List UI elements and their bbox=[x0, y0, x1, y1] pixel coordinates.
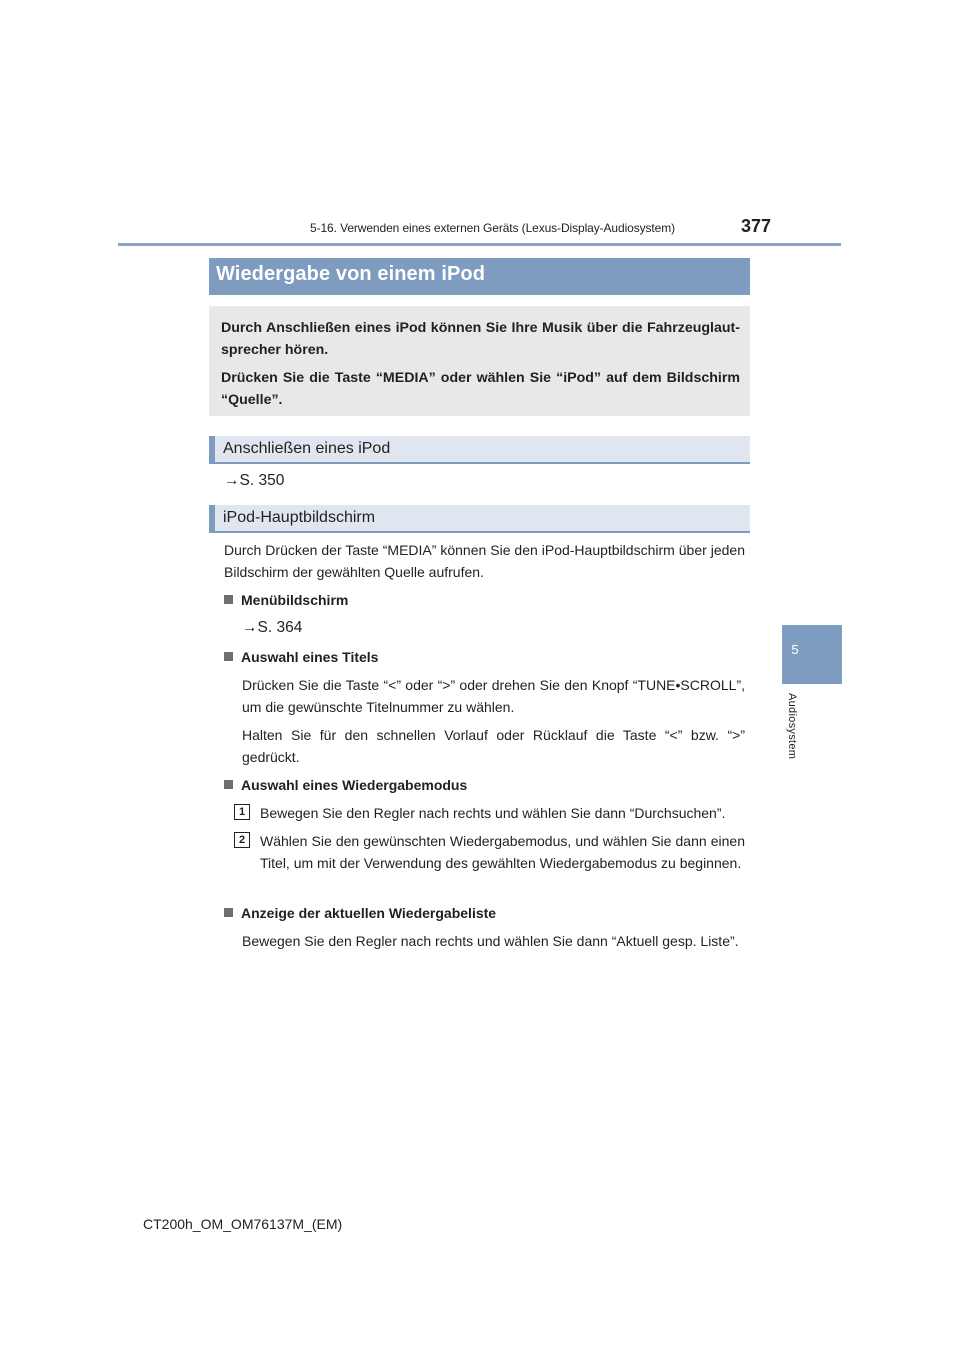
section-heading-connect: Anschließen eines iPod bbox=[209, 436, 750, 464]
intro-box bbox=[209, 306, 750, 416]
page-reference-link[interactable]: →S. 364 bbox=[242, 619, 303, 636]
main-screen-intro: Durch Drücken der Taste “MEDIA” können Sie den iPod-Hauptbildschirm über jeden Bildschirm der gewählten Quelle aufrufen. bbox=[224, 542, 745, 580]
page-title: Wiedergabe von einem iPod bbox=[209, 258, 750, 295]
step-number-badge: 1 bbox=[234, 804, 250, 820]
step-number-badge: 2 bbox=[234, 832, 250, 848]
square-bullet-icon bbox=[224, 652, 233, 661]
step-text: Bewegen Sie den Regler nach rechts und wählen Sie dann “Durchsuchen”. bbox=[260, 805, 726, 821]
intro-paragraph-2: Drücken Sie die Taste “MEDIA” oder wählen Sie “iPod” auf dem Bildschirm “Quelle”. bbox=[221, 370, 740, 408]
chapter-number: 5 bbox=[791, 642, 799, 657]
intro-paragraph-1: Durch Anschließen eines iPod können Sie Ihre Musik über die Fahrzeuglaut-sprecher hören. bbox=[221, 320, 740, 358]
track-text-2: Halten Sie für den schnellen Vorlauf oder Rücklauf die Taste “<” bzw. “>” gedrückt. bbox=[242, 727, 745, 765]
bullet-heading-menu: Menübildschirm bbox=[224, 589, 348, 611]
square-bullet-icon bbox=[224, 595, 233, 604]
square-bullet-icon bbox=[224, 780, 233, 789]
document-footer: CT200h_OM_OM76137M_(EM) bbox=[143, 1216, 343, 1232]
playlist-text: Bewegen Sie den Regler nach rechts und wählen Sie dann “Aktuell gesp. Liste”. bbox=[242, 933, 739, 949]
running-header: 5-16. Verwenden eines externen Geräts (Lexus-Display-Audiosystem) bbox=[310, 221, 676, 235]
bullet-heading-playlist: Anzeige der aktuellen Wiedergabeliste bbox=[224, 902, 496, 924]
track-text-1: Drücken Sie die Taste “<” oder “>” oder drehen Sie den Knopf “TUNE•SCROLL”, um die gewünschte Titelnummer zu wählen. bbox=[242, 677, 745, 715]
step-text: Wählen Sie den gewünschten Wiedergabemodus, und wählen Sie dann einen Titel, um mit der Verwendung des gewählten Wiedergabemodus zu beginnen. bbox=[260, 833, 745, 871]
header-rule bbox=[118, 243, 841, 246]
square-bullet-icon bbox=[224, 908, 233, 917]
bullet-heading-mode: Auswahl eines Wiedergabemodus bbox=[224, 774, 467, 796]
page-reference-link[interactable]: →S. 350 bbox=[224, 472, 285, 489]
page-number: 377 bbox=[741, 216, 772, 236]
chapter-label: Audiosystem bbox=[786, 693, 798, 760]
section-heading-main-screen: iPod-Hauptbildschirm bbox=[209, 505, 750, 533]
bullet-heading-track: Auswahl eines Titels bbox=[224, 646, 378, 668]
